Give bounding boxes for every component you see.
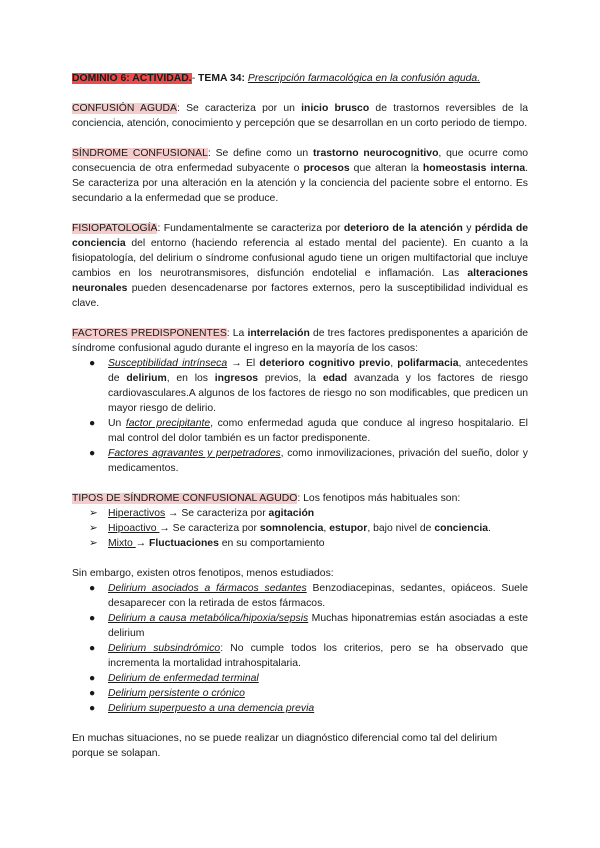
bold-span: deterioro cognitivo previo — [259, 358, 391, 369]
factores-list — [72, 356, 528, 476]
bullet-icon: ● — [89, 673, 96, 684]
tipos-list — [72, 506, 528, 551]
bold-span: homeostasis interna — [422, 163, 526, 174]
bullet-icon: ● — [89, 583, 96, 594]
text-span: , como enfermedad aguda que conduce al ingreso hospitalario. El mal control del dolor también es un factor predisponente. — [108, 418, 528, 444]
text-span: : No cumple todos los criterios, pero se ha observado que incrementa la mortalidad intrahospitalaria. — [108, 643, 529, 669]
text-span: . Se caracteriza por una alteración en la atención y la conciencia del paciente sobre el entorno. Es secundario a la enfermedad que se produce. — [72, 163, 528, 204]
bullet-icon: ● — [89, 703, 96, 714]
text-span: y — [462, 223, 475, 234]
list-item — [72, 611, 528, 641]
otros-intro: Sin embargo, existen otros fenotipos, menos estudiados: — [72, 568, 334, 579]
header-separator: - — [191, 73, 199, 84]
text-span: Benzodiacepinas, sedantes, opiáceos. Suele desaparecer con la retirada de estos fármacos. — [108, 583, 528, 609]
text-span: de tres factores predisponentes a aparición de síndrome confusional agudo durante el ingreso en la mayoría de los casos: — [72, 328, 529, 354]
bullet-icon: ● — [89, 418, 96, 429]
fenotipo-link[interactable]: Delirium superpuesto a una demencia previa — [108, 703, 315, 714]
tema-label: TEMA 34: — [198, 73, 246, 84]
tipos-term: TIPOS DE SÍNDROME CONFUSIONAL AGUDO — [72, 493, 298, 504]
document-header — [72, 71, 528, 86]
text-span: pueden desencadenarse por factores externos, pero la susceptibilidad individual es clave. — [72, 283, 528, 309]
fenotipo-link[interactable]: Delirium a causa metabólica/hipoxia/sepsis — [108, 613, 309, 624]
bold-span: agitación — [268, 508, 315, 519]
tipo-link[interactable]: Mixto — [108, 538, 136, 549]
factores-term: FACTORES PREDISPONENTES — [72, 328, 227, 339]
domain-label: DOMINIO 6: ACTIVIDAD. — [72, 73, 192, 84]
fenotipo-link[interactable]: Delirium de enfermedad terminal — [108, 673, 259, 684]
text-span: en su comportamiento — [218, 538, 325, 549]
arrow-bullet-icon: ➢ — [89, 508, 98, 519]
text-span: de trastornos reversibles de la conciencia, atención, conocimiento y percepción que se desarrollan en un corto periodo de tiempo. — [72, 103, 528, 129]
tipos-paragraph — [72, 491, 528, 506]
bold-span: edad — [322, 373, 348, 384]
bold-span: delirium — [126, 373, 167, 384]
list-item — [72, 446, 528, 476]
bold-span: somnolencia — [259, 523, 324, 534]
bullet-icon: ● — [89, 448, 96, 459]
list-item — [72, 641, 528, 671]
otros-list — [72, 581, 528, 716]
text-span: , bajo nivel de — [367, 523, 435, 534]
list-item — [72, 536, 528, 551]
list-item — [72, 701, 528, 716]
bullet-icon: ● — [89, 358, 96, 369]
text-span: : Los fenotipos más habituales son: — [297, 493, 461, 504]
text-span: , — [390, 358, 398, 369]
text-span: → El — [227, 358, 260, 369]
tema-title: Prescripción farmacológica en la confusión aguda. — [247, 73, 481, 84]
fenotipo-link[interactable]: Delirium asociados a fármacos sedantes — [108, 583, 307, 594]
text-span: → — [135, 538, 149, 549]
bullet-icon: ● — [89, 688, 96, 699]
text-span: Muchas hiponatremias están asociadas a este delirium — [108, 613, 528, 639]
bold-span: conciencia — [434, 523, 489, 534]
text-span: → Se caracteriza por — [159, 523, 260, 534]
text-span: : La — [226, 328, 248, 339]
bold-span: trastorno neurocognitivo — [312, 148, 439, 159]
text-span: : Se caracteriza por un — [176, 103, 302, 114]
text-span: → Se caracteriza por — [165, 508, 269, 519]
confusion-paragraph — [72, 101, 528, 131]
bold-span: polifarmacia — [397, 358, 459, 369]
list-item — [72, 506, 528, 521]
tipo-link[interactable]: Hiperactivos — [108, 508, 166, 519]
bold-span: deterioro de la atención — [343, 223, 463, 234]
list-item — [72, 416, 528, 446]
arrow-bullet-icon: ➢ — [89, 523, 98, 534]
sindrome-paragraph — [72, 146, 528, 206]
bold-span: pérdida de conciencia — [72, 223, 528, 249]
text-span: avanzada y los factores de riesgo cardiovasculares.A algunos de los factores de riesgo no son modificables, que predicen un mayor riesgo de delirio. — [108, 373, 529, 414]
factor-link[interactable]: Factores agravantes y perpetradores — [108, 448, 281, 459]
factores-paragraph — [72, 326, 528, 356]
text-span: del entorno (haciendo referencia al estado mental del paciente). En cuanto a la fisiopatología, del delirium o síndrome confusional agudo tiene un origen multifactorial que incluye cambios en los neurotransmisores, disfunción endotelial e inflamación. Las — [72, 238, 528, 279]
conclusion-paragraph: En muchas situaciones, no se puede realizar un diagnóstico diferencial como tal del delirium porque se solapan. — [72, 733, 498, 759]
bold-span: ingresos — [214, 373, 259, 384]
bullet-icon: ● — [89, 643, 96, 654]
bold-span: estupor — [329, 523, 368, 534]
text-span: que alteran la — [349, 163, 423, 174]
factor-link[interactable]: factor precipitante — [125, 418, 211, 429]
tipo-link[interactable]: Hipoactivo — [108, 523, 160, 534]
text-span: , antecedentes de — [108, 358, 528, 384]
text-span: Un — [108, 418, 126, 429]
arrow-bullet-icon: ➢ — [89, 538, 98, 549]
text-span: . — [488, 523, 491, 534]
fenotipo-link[interactable]: Delirium subsindrómico — [108, 643, 221, 654]
factor-link[interactable]: Susceptibilidad intrínseca — [108, 358, 228, 369]
text-span: , en los — [166, 373, 215, 384]
text-span: , — [323, 523, 330, 534]
text-span: , que ocurre como consecuencia de otra enfermedad subyacente o — [72, 148, 529, 174]
bold-span: procesos — [303, 163, 350, 174]
bold-span: Fluctuaciones — [149, 538, 219, 549]
list-item — [72, 581, 528, 611]
confusion-term: CONFUSIÓN AGUDA — [72, 103, 177, 114]
text-span: : Se define como un — [207, 148, 313, 159]
text-span: previos, la — [258, 373, 323, 384]
list-item — [72, 356, 528, 416]
sindrome-term: SÍNDROME CONFUSIONAL — [72, 148, 208, 159]
list-item — [72, 671, 528, 686]
fenotipo-link[interactable]: Delirium persistente o crónico — [108, 688, 245, 699]
fisio-paragraph — [72, 221, 528, 311]
bold-span: interrelación — [247, 328, 310, 339]
text-span: , como inmovilizaciones, privación del sueño, dolor y medicamentos. — [108, 448, 528, 474]
bullet-icon: ● — [89, 613, 96, 624]
fisio-term: FISIOPATOLOGÍA — [72, 223, 158, 234]
list-item — [72, 521, 528, 536]
text-span: : Fundamentalmente se caracteriza por — [157, 223, 344, 234]
bold-span: inicio brusco — [301, 103, 370, 114]
bold-span: alteraciones neuronales — [72, 268, 528, 294]
list-item — [72, 686, 528, 701]
